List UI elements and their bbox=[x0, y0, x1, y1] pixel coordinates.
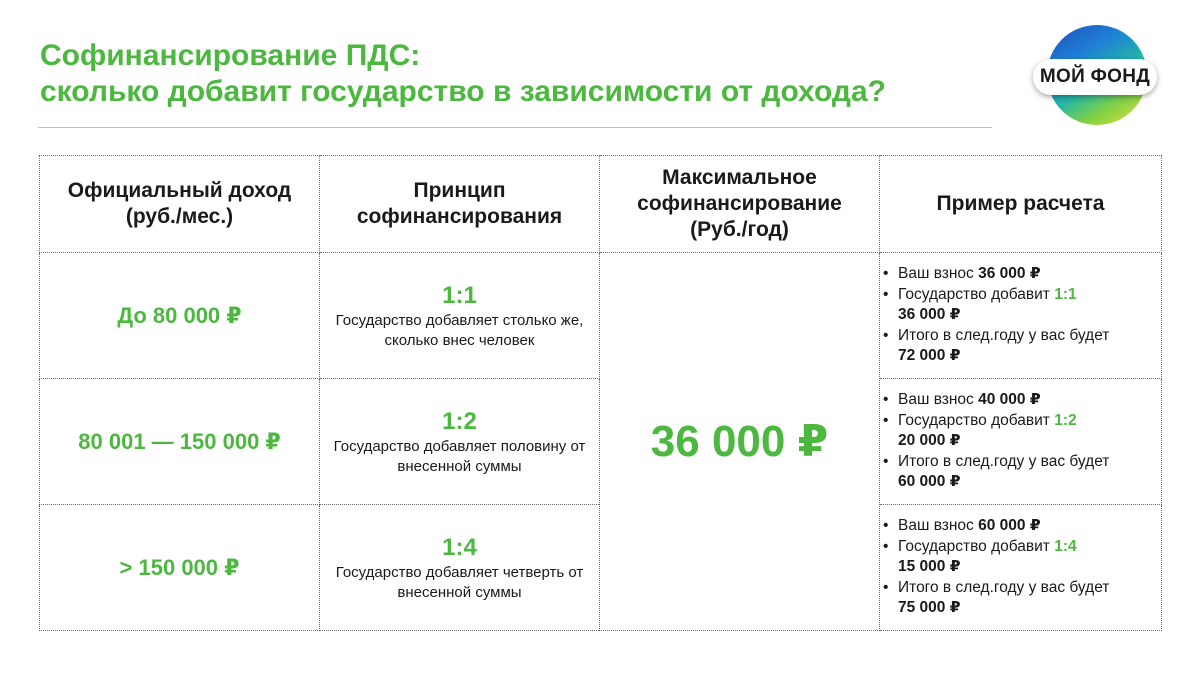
example-list bbox=[880, 264, 1161, 367]
example-list bbox=[880, 390, 1161, 493]
principle-description: Государство добавляет половину от внесенной суммы bbox=[333, 437, 586, 475]
list-item: • Итого в след.году у вас будет 72 000 ₽ bbox=[880, 326, 1161, 367]
page-title bbox=[40, 38, 1000, 110]
income-cell: До 80 000 ₽ bbox=[40, 253, 320, 379]
logo-text: МОЙ ФОНД bbox=[1033, 59, 1157, 95]
header-principle: Принцип софинансирования bbox=[320, 156, 600, 253]
list-item: • Государство добавит 1:1 36 000 ₽ bbox=[880, 285, 1161, 326]
list-item: • Итого в след.году у вас будет 60 000 ₽ bbox=[880, 452, 1161, 493]
header-income: Официальный доход (руб./мес.) bbox=[40, 156, 320, 253]
principle-cell bbox=[320, 253, 600, 379]
ratio-label: 1:4 bbox=[442, 533, 477, 561]
list-item: • Ваш взнос 60 000 ₽ bbox=[880, 516, 1161, 537]
principle-description: Государство добавляет четверть от внесенной суммы bbox=[335, 563, 584, 601]
max-cofinancing-value: 36 000 ₽ bbox=[600, 253, 880, 631]
cofinancing-table bbox=[39, 155, 1162, 631]
principle-cell bbox=[320, 379, 600, 505]
title-line-2: сколько добавит государство в зависимости от дохода? bbox=[40, 75, 886, 108]
income-cell: > 150 000 ₽ bbox=[40, 505, 320, 631]
income-cell: 80 001 — 150 000 ₽ bbox=[40, 379, 320, 505]
example-list bbox=[880, 516, 1161, 619]
brand-logo bbox=[1033, 25, 1157, 129]
example-cell bbox=[880, 253, 1162, 379]
list-item: • Государство добавит 1:4 15 000 ₽ bbox=[880, 537, 1161, 578]
ratio-label: 1:1 bbox=[442, 281, 477, 309]
principle-description: Государство добавляет столько же, сколько внес человек bbox=[335, 311, 584, 349]
ratio-label: 1:2 bbox=[442, 407, 477, 435]
principle-cell bbox=[320, 505, 600, 631]
table-row bbox=[40, 253, 1162, 379]
example-cell bbox=[880, 505, 1162, 631]
header-max-cofinancing: Максимальное софинансирование (Руб./год) bbox=[600, 156, 880, 253]
table-header-row bbox=[40, 156, 1162, 253]
list-item: • Государство добавит 1:2 20 000 ₽ bbox=[880, 411, 1161, 452]
list-item: • Итого в след.году у вас будет 75 000 ₽ bbox=[880, 578, 1161, 619]
example-cell bbox=[880, 379, 1162, 505]
list-item: • Ваш взнос 40 000 ₽ bbox=[880, 390, 1161, 411]
list-item: • Ваш взнос 36 000 ₽ bbox=[880, 264, 1161, 285]
title-line-1: Софинансирование ПДС: bbox=[40, 39, 421, 72]
title-divider bbox=[38, 127, 992, 128]
header-example: Пример расчета bbox=[880, 156, 1162, 253]
